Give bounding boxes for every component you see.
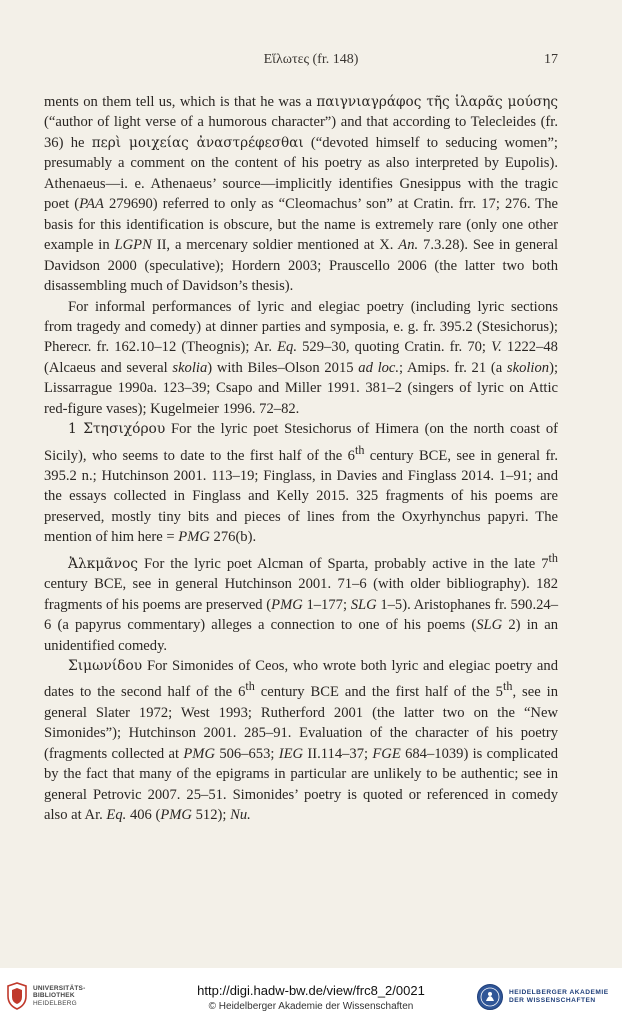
lemma-alcman: Ἀλκμᾶνος For the lyric poet Alcman of Sparta, probably active in the late 7th century BCE, see in general Hutchinson 2001. 71–6 (with older bibliography). 182 fragments of his poems are preserved (PMG 1–177; SLG 1–5). Aristophanes fr. 590.24–6 (a papyrus commentary) alleges a connection to one of his poems (SLG 2) in an unidentified comedy. <box>44 550 558 654</box>
running-title: Εἵλωτες (fr. 148) <box>263 52 359 67</box>
academy-name: HEIDELBERGER AKADEMIE DER WISSENSCHAFTEN <box>509 988 609 1004</box>
lemma-simonides: Σιμωνίδου For Simonides of Ceos, who wrote both lyric and elegiac poetry and dates to the second half of the 6th century BCE and the first half of the 5th, see in general Slater 1972; West 1993; Rutherford 2001 (the latter two on the “New Simonides”); Hutchinson 2001. 285–91. Evaluation of the character of his poetry (fragments collected at PMG 506–653; IEG II.114–37; FGE 684–1039) is complicated by the fact that many of the epigrams in particular are unlikely to be authentic; see in general Petrovic 2007. 25–51. Simonides’ poetry is quoted or referenced in comedy also at Ar. Eq. 406 (PMG 512); Nu. <box>44 657 559 823</box>
copyright-notice: © Heidelberger Akademie der Wissenschaften <box>208 1001 414 1012</box>
academy-seal-icon <box>476 983 504 1011</box>
university-library-name: UNIVERSITÄTS- BIBLIOTHEK HEIDELBERG <box>33 984 86 1007</box>
greek-phrase: περὶ μοιχείας ἀναστρέφεσθαι <box>91 134 304 151</box>
lemma-head: 1 Στησιχόρου <box>68 421 166 438</box>
paragraph-2: For informal performances of lyric and elegiac poetry (including lyric sections from tragedy and comedy) at dinner parties and symposia, e. g. fr. 395.2 (Stesichorus); Pherecr. fr. 162.10–12 (Theognis); Ar. Eq. 529–30, quoting Cratin. fr. 70; V. 1222–48 (Alcaeus and several skolia) with Biles–Olson 2015 ad loc.; Amips. fr. 21 (a skolion); Lissarrague 1990a. 123–39; Csapo and Miller 1991. 381–2 (singers of lyric on Attic red-figure vases); Kugelmeier 1996. 72–82. <box>44 298 558 417</box>
paragraph-1: ments on them tell us, which is that he was a παιγνιαγράφος τῆς ἱλαρᾶς μούσης (“author of light verse of a humorous character”) and that according to Telecleides (fr. 36) he περὶ μοιχείας ἀναστρέφεσθαι (“devoted himself to seducing women”; presumably a comment on the content of his poetry as also interpreted by Eupolis). Athenaeus—i. e. Athenaeus’ source—implicitly identifies Gnesippus with the tragic poet (PAA 279690) referred to only as “Cleomachus’ son” at Cratin. frr. 17; 276. The basis for this identification is obscure, but the name is extremely rare (only one other example in LGPN II, a mercenary soldier mentioned at X. An. 7.3.28). See in general Davidson 2000 (speculative); Hordern 2003; Prauscello 2006 (the latter two both disassembling much of Davidson’s thesis). <box>44 94 558 295</box>
lemma-head: Σιμωνίδου <box>68 657 143 674</box>
greek-phrase: παιγνιαγράφος τῆς ἱλαρᾶς μούσης <box>316 94 558 110</box>
lemma-stesichorus: 1 Στησιχόρου For the lyric poet Stesichorus of Himera (on the north coast of Sicily), who seems to date to the first half of the 6th century BCE, see in general fr. 395.2 n.; Hutchinson 2001. 113–19; Finglass, in Davies and Finglass 2014. 1–91; and the essays collected in Finglass and Kelly 2015. 325 fragments of his poems are preserved, mostly tiny bits and pieces of lines from the Oxyrhynchus papyri. The mention of him here = PMG 276(b). <box>44 421 559 546</box>
page-number: 17 <box>544 52 558 67</box>
academy-logo[interactable] <box>476 982 616 1012</box>
commentary-text <box>44 92 558 825</box>
viewer-footer <box>0 968 622 1020</box>
permalink-url[interactable]: http://digi.hadw-bw.de/view/frc8_2/0021 <box>197 983 425 998</box>
university-shield-icon <box>6 982 28 1010</box>
footer-center <box>150 983 472 1012</box>
lemma-head: Ἀλκμᾶνος <box>68 555 139 572</box>
university-library-logo[interactable] <box>6 980 116 1012</box>
